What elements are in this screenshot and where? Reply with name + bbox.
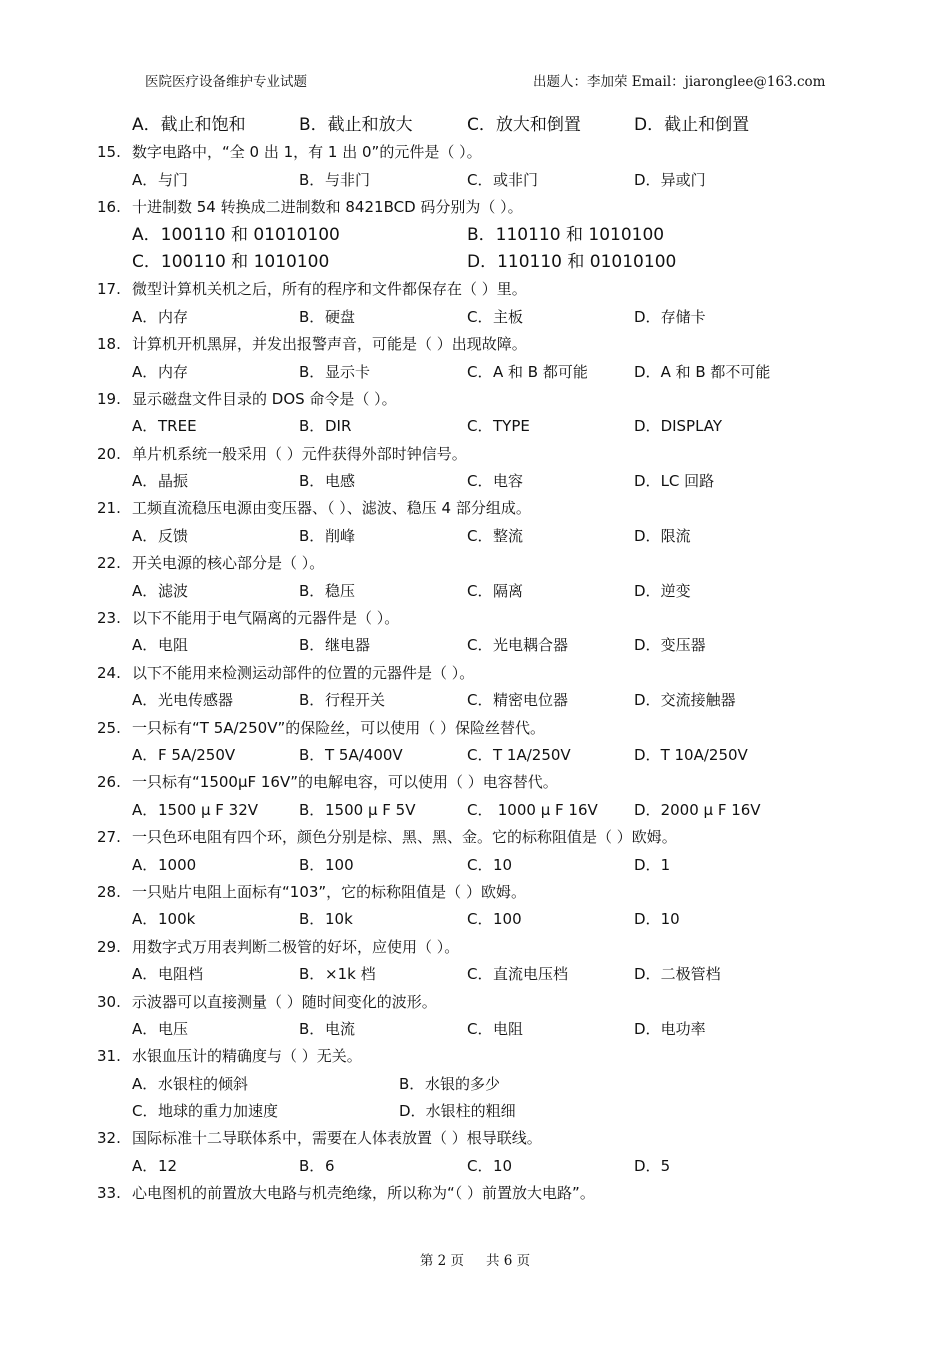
- question-text: 心电图机的前置放大电路与机壳绝缘，所以称为“（ ）前置放大电路”。: [132, 1184, 595, 1203]
- option-d: D．2000 μ F 16V: [634, 800, 761, 819]
- option-a: A．内存: [132, 362, 189, 381]
- option-c: C．10: [467, 1156, 513, 1175]
- option-c: C．T 1A/250V: [467, 745, 571, 764]
- option-c: C．放大和倒置: [467, 115, 581, 135]
- question-24: [0, 660, 950, 687]
- question-17: [0, 276, 950, 303]
- option-d: D．二极管档: [634, 965, 721, 984]
- page-footer: [0, 1249, 950, 1269]
- page-total: 共 6 页: [486, 1253, 531, 1269]
- question-text: 国际标准十二导联体系中，需要在人体表放置（ ）根导联线。: [132, 1129, 542, 1148]
- option-b: B．水银的多少: [399, 1074, 501, 1093]
- option-a: A．与门: [132, 170, 189, 189]
- option-b: B．1500 μ F 5V: [299, 800, 416, 819]
- option-row: [0, 906, 950, 933]
- question-number: 17.: [97, 280, 121, 299]
- question-number: 26.: [97, 773, 121, 792]
- question-27: [0, 824, 950, 851]
- option-c: C．10: [467, 855, 513, 874]
- option-a: A．12: [132, 1156, 178, 1175]
- option-b: B．110110 和 1010100: [467, 224, 665, 245]
- option-d: D．DISPLAY: [634, 417, 723, 436]
- option-row: [0, 468, 950, 495]
- option-d: D．交流接触器: [634, 691, 736, 710]
- option-row: [0, 167, 950, 194]
- option-b: B．硬盘: [299, 307, 356, 326]
- question-30: [0, 989, 950, 1016]
- option-d: D．逆变: [634, 581, 691, 600]
- option-b: B．行程开关: [299, 691, 386, 710]
- option-d: D．110110 和 01010100: [467, 251, 677, 272]
- question-31: [0, 1043, 950, 1070]
- option-a: A．内存: [132, 307, 189, 326]
- question-number: 20.: [97, 444, 121, 463]
- question-22: [0, 550, 950, 577]
- option-b: B．继电器: [299, 636, 371, 655]
- option-d: D．水银柱的粗细: [399, 1102, 516, 1121]
- option-d: D．1: [634, 855, 671, 874]
- question-text: 开关电源的核心部分是（ ）。: [132, 554, 325, 573]
- question-text: 一只色环电阻有四个环，颜色分别是棕、黑、黑、金。它的标称阻值是（ ）欧姆。: [132, 828, 677, 847]
- question-text: 一只标有“1500μF 16V”的电解电容，可以使用（ ）电容替代。: [132, 773, 558, 792]
- question-text: 计算机开机黑屏，并发出报警声音，可能是（ ）出现故障。: [132, 335, 527, 354]
- option-d: D．5: [634, 1156, 671, 1175]
- question-number: 15.: [97, 143, 121, 162]
- question-text: 单片机系统一般采用（ ）元件获得外部时钟信号。: [132, 444, 467, 463]
- option-d: D．10: [634, 910, 680, 929]
- option-row: [0, 413, 950, 440]
- question-29: [0, 934, 950, 961]
- option-c: C．地球的重力加速度: [132, 1102, 279, 1121]
- option-row: [0, 359, 950, 386]
- question-text: 显示磁盘文件目录的 DOS 命令是（ ）。: [132, 389, 397, 408]
- option-row: [0, 304, 950, 331]
- option-a: A．1000: [132, 855, 197, 874]
- option-b: B．削峰: [299, 526, 356, 545]
- option-c: C．光电耦合器: [467, 636, 569, 655]
- option-row: [0, 1098, 950, 1125]
- question-20: [0, 441, 950, 468]
- option-c: C．100110 和 1010100: [132, 251, 330, 272]
- question-text: 十进制数 54 转换成二进制数和 8421BCD 码分别为（ ）。: [132, 198, 523, 217]
- option-c: C．整流: [467, 526, 524, 545]
- option-row: [0, 852, 950, 879]
- option-b: B．10k: [299, 910, 353, 929]
- option-d: D．限流: [634, 526, 691, 545]
- question-number: 31.: [97, 1047, 121, 1066]
- question-19: [0, 386, 950, 413]
- question-number: 22.: [97, 554, 121, 573]
- question-15: [0, 139, 950, 166]
- option-row: [0, 742, 950, 769]
- question-list: [0, 112, 950, 1208]
- option-c: C．电阻: [467, 1019, 524, 1038]
- page-header: [0, 70, 950, 92]
- question-33: [0, 1180, 950, 1207]
- page-number: 第 2 页: [419, 1253, 464, 1269]
- option-d: D．A 和 B 都不可能: [634, 362, 771, 381]
- option-b: B．与非门: [299, 170, 371, 189]
- option-row: [0, 797, 950, 824]
- option-d: D．LC 回路: [634, 472, 715, 491]
- option-a: A．F 5A/250V: [132, 745, 236, 764]
- option-c: C．或非门: [467, 170, 539, 189]
- option-d: D．电功率: [634, 1019, 706, 1038]
- question-18: [0, 331, 950, 358]
- option-c: C．A 和 B 都可能: [467, 362, 588, 381]
- option-row: [0, 249, 950, 276]
- option-a: A．截止和饱和: [132, 115, 246, 135]
- question-23: [0, 605, 950, 632]
- option-c: C．100: [467, 910, 522, 929]
- option-row: [0, 687, 950, 714]
- author-info: 出题人：李加荣 Email：jiaronglee@163.com: [533, 74, 826, 90]
- question-text: 工频直流稳压电源由变压器、（ ）、滤波、稳压 4 部分组成。: [132, 499, 531, 518]
- question-text: 以下不能用来检测运动部件的位置的元器件是（ ）。: [132, 663, 475, 682]
- question-number: 23.: [97, 609, 121, 628]
- question-number: 25.: [97, 718, 121, 737]
- option-b: B．6: [299, 1156, 335, 1175]
- option-d: D．存储卡: [634, 307, 706, 326]
- option-a: A．反馈: [132, 526, 189, 545]
- option-row: [0, 1153, 950, 1180]
- question-21: [0, 495, 950, 522]
- option-b: B．×1k 档: [299, 965, 376, 984]
- question-number: 16.: [97, 198, 121, 217]
- question-number: 21.: [97, 499, 121, 518]
- option-a: A．光电传感器: [132, 691, 234, 710]
- option-b: B．DIR: [299, 417, 352, 436]
- option-c: C．精密电位器: [467, 691, 569, 710]
- option-d: D．变压器: [634, 636, 706, 655]
- option-row: [0, 222, 950, 249]
- option-a: A．电压: [132, 1019, 189, 1038]
- question-25: [0, 715, 950, 742]
- option-row: [0, 961, 950, 988]
- option-a: A．滤波: [132, 581, 189, 600]
- question-number: 30.: [97, 992, 121, 1011]
- question-text: 一只贴片电阻上面标有“103”，它的标称阻值是（ ）欧姆。: [132, 882, 526, 901]
- option-row: [0, 1071, 950, 1098]
- option-a: A．电阻: [132, 636, 189, 655]
- question-number: 19.: [97, 389, 121, 408]
- question-number: 28.: [97, 882, 121, 901]
- option-a: A．100110 和 01010100: [132, 224, 340, 245]
- question-16: [0, 194, 950, 221]
- option-c: C．TYPE: [467, 417, 530, 436]
- option-row: [0, 112, 950, 139]
- option-a: A．电阻档: [132, 965, 204, 984]
- option-a: A．水银柱的倾斜: [132, 1074, 249, 1093]
- question-32: [0, 1125, 950, 1152]
- option-a: A．1500 μ F 32V: [132, 800, 258, 819]
- question-number: 27.: [97, 828, 121, 847]
- option-c: C．电容: [467, 472, 524, 491]
- option-a: A．晶振: [132, 472, 189, 491]
- option-a: A．TREE: [132, 417, 197, 436]
- question-text: 数字电路中，“全 0 出 1，有 1 出 0”的元件是（ ）。: [132, 143, 482, 162]
- option-d: D．异或门: [634, 170, 706, 189]
- question-number: 32.: [97, 1129, 121, 1148]
- option-c: C．主板: [467, 307, 524, 326]
- question-text: 以下不能用于电气隔离的元器件是（ ）。: [132, 609, 400, 628]
- option-row: [0, 578, 950, 605]
- question-text: 微型计算机关机之后，所有的程序和文件都保存在（ ）里。: [132, 280, 527, 299]
- question-number: 29.: [97, 937, 121, 956]
- option-c: C．隔离: [467, 581, 524, 600]
- question-text: 一只标有“T 5A/250V”的保险丝，可以使用（ ）保险丝替代。: [132, 718, 545, 737]
- option-b: B．T 5A/400V: [299, 745, 403, 764]
- option-row: [0, 523, 950, 550]
- option-b: B．显示卡: [299, 362, 371, 381]
- question-text: 示波器可以直接测量（ ）随时间变化的波形。: [132, 992, 437, 1011]
- option-d: D．T 10A/250V: [634, 745, 748, 764]
- option-a: A．100k: [132, 910, 196, 929]
- option-b: B．截止和放大: [299, 115, 413, 135]
- question-number: 24.: [97, 663, 121, 682]
- question-text: 用数字式万用表判断二极管的好坏，应使用（ ）。: [132, 937, 460, 956]
- option-b: B．稳压: [299, 581, 356, 600]
- exam-title: 医院医疗设备维护专业试题: [145, 74, 307, 90]
- option-b: B．100: [299, 855, 354, 874]
- question-28: [0, 879, 950, 906]
- option-row: [0, 1016, 950, 1043]
- option-row: [0, 632, 950, 659]
- option-b: B．电流: [299, 1019, 356, 1038]
- question-text: 水银血压计的精确度与（ ）无关。: [132, 1047, 362, 1066]
- option-b: B．电感: [299, 472, 356, 491]
- option-c: C． 1000 μ F 16V: [467, 800, 598, 819]
- question-26: [0, 769, 950, 796]
- option-c: C．直流电压档: [467, 965, 569, 984]
- question-number: 18.: [97, 335, 121, 354]
- option-d: D．截止和倒置: [634, 115, 750, 135]
- question-number: 33.: [97, 1184, 121, 1203]
